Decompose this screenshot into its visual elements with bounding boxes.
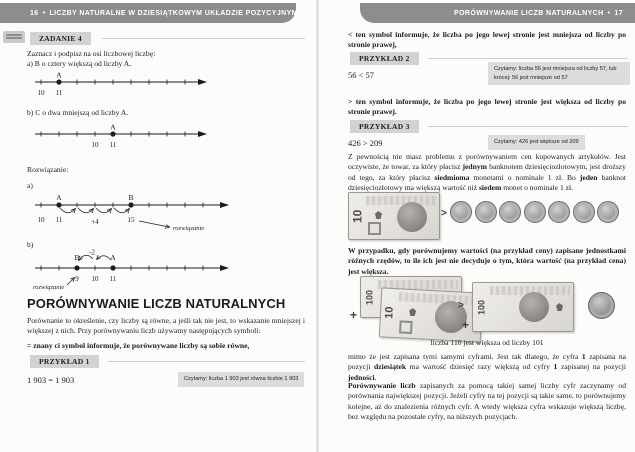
tick-label: 10 (37, 89, 45, 97)
tick-label: 10 (91, 141, 99, 149)
left-header-title: LICZBY NATURALNE W DZIESIĄTKOWYM UKŁADZIE POZYCYJNYM (49, 9, 298, 17)
banknote-denomination: 100 (476, 299, 487, 315)
banknote-portrait (397, 202, 427, 232)
tick-label: 11 (109, 141, 117, 149)
solution-a-label: a) (27, 181, 33, 190)
right-header-title: PORÓWNYWANIE LICZB NATURALNYCH (454, 9, 604, 17)
banknote-pattern (366, 196, 436, 205)
example3-badge-rule (428, 126, 628, 127)
example3-reading-note: Czytamy: 426 jest większe od 209 (488, 135, 585, 150)
banknote-watermark-square (399, 320, 413, 334)
example2-expression: 56 < 57 (348, 70, 375, 80)
tick-label: 11 (109, 275, 117, 283)
eagle-emblem-icon (409, 308, 416, 316)
point-label: A (110, 124, 116, 132)
example3-badge: PRZYKŁAD 3 (350, 120, 419, 133)
task-intro: Zaznacz i podpisz na osi liczbowej liczbę: (27, 49, 156, 58)
task-item-a: a) B o cztery większą od liczby A, (27, 59, 132, 68)
tick-label: 9 (75, 275, 79, 283)
coin-1zl-icon (475, 201, 497, 223)
banknote-denomination: 10 (350, 209, 365, 223)
money-caption: liczba 110 jest większa od liczby 101 (430, 338, 544, 347)
example1-badge-rule (108, 361, 305, 362)
jump-label: -2 (89, 248, 95, 257)
point-b-label: B (128, 193, 134, 202)
point-a-label: A (110, 253, 116, 262)
task-badge: ZADANIE 4 (30, 32, 91, 45)
tick-label: 10 (91, 275, 99, 283)
banknote-10zl-front (379, 287, 483, 342)
task-badge-rule (102, 38, 305, 39)
point-label: A (56, 72, 62, 80)
greater-than-symbol: > (441, 208, 447, 219)
jump-label: +4 (91, 218, 99, 226)
plus-symbol: + (462, 318, 470, 332)
coin-1zl-icon (597, 201, 619, 223)
banknote-100zl-right (472, 282, 574, 332)
example1-badge: PRZYKŁAD 1 (30, 355, 99, 368)
example2-reading-note: Czytamy: liczba 56 jest mniejsza od liczby 57, lub krócej: 56 jest mniejsze od 57 (488, 62, 630, 85)
section-intro: Porównanie to określenie, czy liczby są równe, a jeśli tak nie jest, to wskazanie mniejszej i większej z nich. Przy porównywaniu liczb używamy następujących symboli: (27, 316, 305, 336)
example1-reading-note: Czytamy: liczba 1 903 jest równa liczbie 1 903 (178, 372, 304, 387)
money-paragraph: Z pewnością nie masz problemu z porównywaniem cen kupowanych artykułów. Jest oczywiste, że towar, za który płacisz jednym banknotem dziesięciozłotowym, jest droższy od tego, za który płacisz siedmioma monetami o nominale 1 zł. Bo jeden banknot dziesięciozłotowy ma większą wartość niż siedem monet o nominale 1 zł. (348, 152, 626, 193)
banknote-10zl (348, 192, 440, 240)
tick-label: 10 (37, 216, 45, 224)
right-page-number: 17 (614, 9, 623, 17)
eagle-emblem-icon (556, 303, 563, 311)
coin-1zl-icon (548, 201, 570, 223)
section-heading: PORÓWNYWANIE LICZB NATURALNYCH (27, 296, 286, 311)
example2-badge-rule (428, 58, 628, 59)
coin-1zl-icon (450, 201, 472, 223)
margin-tag-line (6, 34, 22, 36)
left-header-separator: • (42, 9, 46, 17)
solution-heading: Rozwiązanie: (27, 165, 69, 174)
banknote-denomination: 10 (383, 306, 396, 320)
point-b-label: B (74, 253, 80, 262)
greater-than-symbol: > (458, 300, 464, 311)
solution-annotation: rozwiązanie (33, 284, 65, 291)
coin-1zl-icon (499, 201, 521, 223)
number-line-solution-b (33, 248, 263, 292)
right-header-separator: • (607, 9, 611, 17)
example2-badge: PRZYKŁAD 2 (350, 52, 419, 65)
number-line-task-a (33, 72, 213, 100)
number-line-task-b (33, 124, 213, 152)
example1-expression: 1 903 = 1 903 (27, 375, 75, 385)
banknote-watermark-square (368, 222, 381, 235)
greater-than-rule: > ten symbol informuje, że liczba po jego lewej stronie jest większa od liczby po stronie prawej. (348, 97, 626, 117)
solution-annotation: rozwiązanie (173, 225, 205, 232)
coins-row (450, 201, 622, 223)
example3-expression: 426 > 209 (348, 138, 383, 148)
compare-paragraph: Porównywanie liczb zapisanych za pomocą takiej samej liczby cyfr zaczynamy od porównania największej pozycji. Jeżeli cyfry na tej pozycji są takie same, to porównujemy kolejne, aż do znalezienia różnych cyfr. A wtedy większa cyfra wskazuje większą liczbę, bez względu na pozostałe cyfry, na niższych pozycjach. (348, 381, 626, 422)
point-a-label: A (56, 193, 62, 202)
tick-label: 11 (55, 216, 63, 224)
coin-1zl-icon (524, 201, 546, 223)
plus-symbol: + (350, 308, 358, 322)
margin-tag-line (6, 37, 22, 39)
margin-tag (3, 31, 25, 43)
right-page-header (360, 3, 635, 23)
eagle-emblem-icon (375, 211, 382, 219)
banknote-pattern (399, 292, 479, 305)
task-item-b: b) C o dwa mniejszą od liczby A. (27, 108, 129, 117)
left-page-number: 16 (30, 9, 39, 17)
banknote-denomination: 100 (364, 289, 375, 305)
left-page-header (0, 3, 296, 23)
solution-b-label: b) (27, 240, 34, 249)
less-than-rule: < ten symbol informuje, że liczba po jego lewej stronie jest mniejsza od liczby po stronie prawej, (348, 30, 626, 50)
equals-rule: = znany ci symbol informuje, że porównywane liczby są sobie równe, (27, 341, 250, 350)
banknote-portrait (519, 292, 549, 322)
result-label: 15 (127, 216, 135, 224)
coin-1zl-icon (588, 292, 615, 319)
page-spine-divider (316, 0, 319, 452)
number-line-solution-a (33, 191, 263, 237)
digits-paragraph: mimo że jest zapisana tymi samymi cyframi. Jest tak dlatego, że cyfra 1 zapisana na pozycji dziesiątek ma wartość dziesięć razy większą od cyfry 1 zapisanej na pozycji jedności. (348, 352, 626, 382)
coin-1zl-icon (573, 201, 595, 223)
tick-label: 11 (55, 89, 63, 97)
units-bold-paragraph: W przypadku, gdy porównujemy wartości (na przykład ceny) zapisane jednostkami różnych rzędów, to ile ich jest nie decyduje o tym, która wartość (na przykład cena) jest większa. (348, 246, 626, 276)
